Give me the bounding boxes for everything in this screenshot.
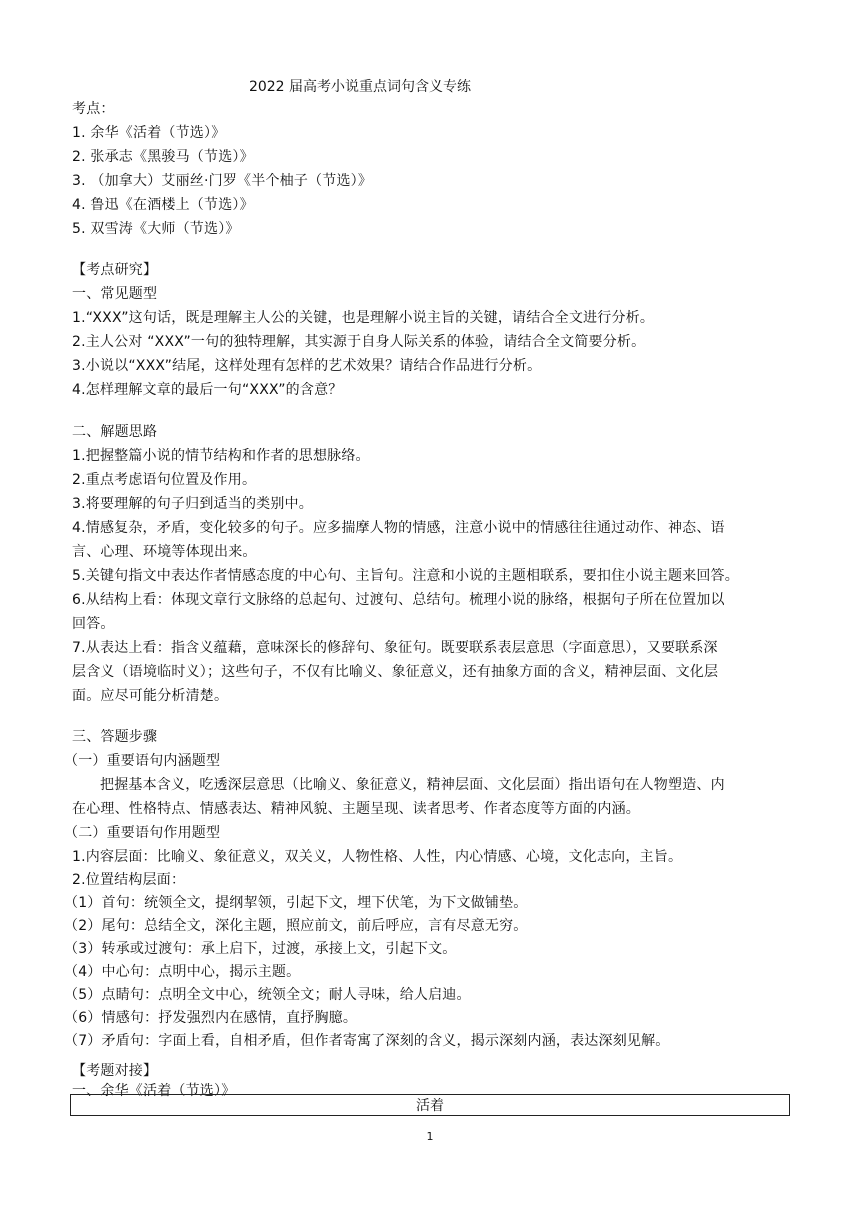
kaodian-item-4: 4. 鲁迅《在酒楼上（节选）》 [72,197,254,213]
approach-line: 3.将要理解的句子归到适当的类别中。 [72,496,313,512]
function-line: （1）首句：统领全文，提纲挈领，引起下文，埋下伏笔，为下文做铺垫。 [64,895,528,911]
function-line: （4）中心句：点明中心，揭示主题。 [64,964,301,980]
research-heading: 【考点研究】 [72,262,158,278]
exam-heading: 【考题对接】 [72,1063,158,1079]
section-1-heading: 一、常见题型 [72,286,158,302]
kaodian-item-2: 2. 张承志《黑骏马（节选）》 [72,149,254,165]
kaodian-label: 考点： [72,101,115,117]
approach-line: 7.从表达上看：指含义蕴藉，意味深长的修辞句、象征句。既要联系表层意思（字面意思），又要联系深 [72,640,718,656]
approach-line: 面。应尽可能分析清楚。 [72,688,229,704]
function-line: （2）尾句：总结全文，深化主题，照应前文，前后呼应，言有尽意无穷。 [64,918,528,934]
function-line: 1.内容层面：比喻义、象征意义，双关义，人物性格、人性，内心情感、心境，文化志向，主旨。 [72,849,683,865]
question-type-line: 1.“XXX”这句话，既是理解主人公的关键，也是理解小说主旨的关键，请结合全文进行分析。 [72,310,655,326]
function-line: （7）矛盾句：字面上看，自相矛盾，但作者寄寓了深刻的含义，揭示深刻内涵，表达深刻见解。 [64,1033,670,1049]
question-type-line: 2.主人公对 “XXX”一句的独特理解，其实源于自身人际关系的体验，请结合全文简要分析。 [72,334,646,350]
approach-line: 1.把握整篇小说的情节结构和作者的思想脉络。 [72,448,370,464]
approach-line: 6.从结构上看：体现文章行文脉络的总起句、过渡句、总结句。梳理小说的脉络，根据句子所在位置加以 [72,592,725,608]
function-line: 2.位置结构层面： [72,872,186,888]
subsection-2-heading: （二）重要语句作用题型 [64,825,221,841]
passage-title-box [70,1094,790,1116]
approach-line: 言、心理、环境等体现出来。 [72,544,257,560]
function-line: （6）情感句：抒发强烈内在感情，直抒胸臆。 [64,1010,358,1026]
kaodian-item-3: 3. （加拿大）艾丽丝·门罗《半个柚子（节选）》 [72,173,373,189]
kaodian-item-1: 1. 余华《活着（节选）》 [72,125,226,141]
approach-line: 4.情感复杂，矛盾，变化较多的句子。应多揣摩人物的情感，注意小说中的情感往往通过动作、神态、语 [72,520,725,536]
function-line: （3）转承或过渡句：承上启下，过渡，承接上文，引起下文。 [64,941,457,957]
document-title: 2022 届高考小说重点词句含义专练 [248,79,472,95]
section-3-heading: 三、答题步骤 [72,729,158,745]
page-number: 1 [426,1130,434,1143]
function-line: （5）点睛句：点明全文中心，统领全文；耐人寻味，给人启迪。 [64,987,471,1003]
section-2-heading: 二、解题思路 [72,424,158,440]
paragraph-line: 把握基本含义，吃透深层意思（比喻义、象征意义，精神层面、文化层面）指出语句在人物塑造、内 [100,777,725,793]
kaodian-item-5: 5. 双雪涛《大师（节选）》 [72,221,240,237]
paragraph-line: 在心理、性格特点、情感表达、精神风貌、主题呈现、读者思考、作者态度等方面的内涵。 [72,801,640,817]
subsection-1-heading: （一）重要语句内涵题型 [64,753,221,769]
approach-line: 层含义（语境临时义）；这些句子，不仅有比喻义、象征意义，还有抽象方面的含义，精神层面、文化层 [72,664,719,680]
passage-title: 活着 [416,1098,444,1114]
question-type-line: 4.怎样理解文章的最后一句“XXX”的含意？ [72,382,343,398]
approach-line: 5.关键句指文中表达作者情感态度的中心句、主旨句。注意和小说的主题相联系，要扣住小说主题来回答。 [72,568,739,584]
question-type-line: 3.小说以“XXX”结尾，这样处理有怎样的艺术效果？请结合作品进行分析。 [72,358,542,374]
approach-line: 2.重点考虑语句位置及作用。 [72,472,257,488]
approach-line: 回答。 [72,616,115,632]
exam-section-1-heading: 一、余华《活着（节选）》 [72,1083,236,1099]
